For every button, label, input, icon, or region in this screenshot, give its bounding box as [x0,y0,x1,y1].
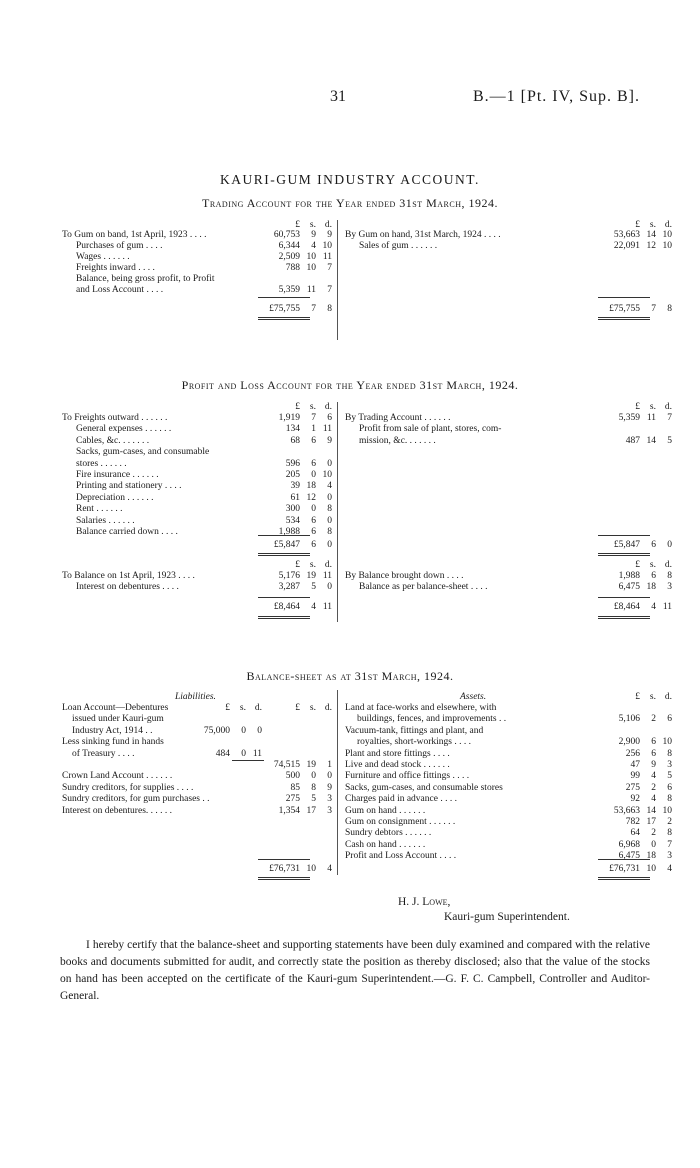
asset-row-label: Furniture and office fittings . . . . [345,771,470,782]
asset-row-pounds: 782 [625,817,640,827]
assets-col-head-pence: d. [664,692,672,702]
bs-left-total-pounds: £76,731 [269,864,300,874]
pl2-right-row-label: Balance as per balance-sheet . . . . [359,582,488,592]
assets-col-head-shillings: s. [649,692,656,702]
trading-left-row-shillings: 10 [306,263,316,273]
liability-row-label: issued under Kauri-gum [72,714,164,725]
pl2-left-col-head-shillings: s. [309,560,316,570]
pl-right-row-pounds: 5,359 [618,413,640,423]
pl2-left-total-pence: 11 [322,602,332,612]
trading-left-row-pence: 10 [322,241,332,251]
pl-left-row-shillings: 6 [311,458,316,469]
pl-left-row-shillings: 6 [311,515,316,526]
pl2-left-col-head-pounds: £ [295,560,300,570]
bs-right-total-pounds: £76,731 [609,864,640,874]
asset-row-pence: 8 [667,748,672,759]
pl-left-row-label: General expenses . . . . . . [76,424,172,435]
asset-row-pence: 5 [667,771,672,782]
asset-row-pounds: 92 [630,794,640,805]
trading-left-row-label: Balance, being gross profit, to Profit [76,274,215,284]
pl2-right-total-pence: 11 [662,602,672,612]
asset-row-shillings: 2 [651,782,656,793]
trading-left-row-label: Wages . . . . . . [76,252,130,262]
pl-left-row-label: Balance carried down . . . . [76,527,178,537]
auditor-certificate: I hereby certify that the balance-sheet and supporting statements have been duly examined and compared with the relative books and documents submitted for audit, and correctly state the position as thereby disclosed; also that the value of the stocks on hand has been accepted on the certificate of the Kauri-gum Superintendent.—G. F. C. Campbell, Controller and Auditor-General. [60,939,650,1002]
liability-row-pence: d. [324,703,332,713]
pl-left-row-shillings: 7 [311,413,316,423]
document-reference: B.—1 [Pt. IV, Sup. B]. [472,88,640,105]
pl-left-row-shillings: 0 [311,504,316,515]
asset-row-shillings: 2 [651,714,656,725]
asset-row-label: buildings, fences, and improvements . . [357,714,507,725]
pl2-right-row-label: By Balance brought down . . . . [345,571,464,581]
pl-left-row-pounds: 39 [290,481,300,492]
trading-right-row-shillings: 12 [646,241,656,251]
liability-row-pounds: 85 [290,782,300,793]
pl2-left-row-pence: 0 [327,582,332,592]
bs-left-total-pence: 4 [327,864,332,874]
pl-right-col-head-pence: d. [664,402,672,412]
pl-left-row-pence: 10 [322,470,332,480]
liability-row-label: Interest on debentures. . . . . . [62,805,173,816]
liability-row-label: of Treasury . . . . [72,748,135,759]
pl-left-row-shillings: 1 [311,424,316,435]
asset-row-pence: 10 [662,737,672,748]
trading-left-row-label: and Loss Account . . . . [76,285,164,295]
pl-left-row-shillings: 12 [306,492,316,503]
trading-right-row-pence: 10 [662,230,672,240]
pl-left-row-pounds: 1,988 [278,527,300,537]
trading-right-row-pence: 10 [662,241,672,251]
pl-right-row-label: Profit from sale of plant, stores, com- [359,424,502,435]
pl-right-row-pounds: 487 [625,435,640,446]
asset-row-pounds: 47 [630,760,640,770]
liabilities-heading: Liabilities. [175,692,216,702]
asset-row-label: Land at face-works and elsewhere, with [345,703,497,713]
pl-left-total-shillings: 6 [311,540,316,550]
pl2-right-total-pounds: £8,464 [613,602,640,612]
trading-left-row-label: To Gum on band, 1st April, 1923 . . . . [62,230,207,240]
page-number: 31 [330,88,346,105]
pl2-right-row-pounds: 1,988 [618,571,640,581]
pl-left-col-head-pence: d. [324,402,332,412]
liability-row-label: Industry Act, 1914 . . [72,725,153,736]
asset-row-pounds: 99 [630,771,640,782]
pl2-left-row-pence: 11 [322,571,332,581]
asset-row-shillings: 6 [651,737,656,748]
pl2-right-row-pence: 3 [667,582,672,592]
trading-left-row-pence: 9 [327,230,332,240]
liability-sub-pence: d. [254,703,262,713]
liability-row-pounds: 74,515 [273,760,300,770]
asset-row-pence: 7 [667,839,672,850]
pl-right-col-head-pounds: £ [635,402,640,412]
pl-left-row-pence: 9 [327,435,332,446]
pl2-left-row-label: To Balance on 1st April, 1923 . . . . [62,571,195,581]
trading-left-row-pounds: 6,344 [278,241,300,251]
assets-heading: Assets. [460,692,487,702]
pl-right-row-shillings: 11 [646,413,656,423]
asset-row-pounds: 6,968 [618,839,640,850]
trading-heading: Trading Account for the Year ended 31st March, 1924. [201,196,498,210]
asset-row-pence: 2 [667,817,672,827]
asset-row-pounds: 53,663 [613,805,640,816]
pl-left-row-label: Depreciation . . . . . . [76,492,154,503]
asset-row-label: Sacks, gum-cases, and consumable stores [345,782,503,793]
asset-row-label: Profit and Loss Account . . . . [345,851,457,862]
asset-row-shillings: 4 [651,771,656,782]
liability-row-shillings: 17 [306,805,316,816]
pl-left-row-pence: 0 [327,515,332,526]
pl2-left-total-shillings: 4 [311,602,316,612]
liability-row-label: Less sinking fund in hands [62,737,164,748]
trading-left-col-head-pounds: £ [295,220,300,230]
bs-right-total-shillings: 10 [646,864,656,874]
pl2-left-row-shillings: 5 [311,582,316,592]
asset-row-label: royalties, short-workings . . . . [357,737,471,748]
trading-left-row-pence: 11 [322,252,332,262]
liability-sub-pounds: 484 [215,748,230,759]
liability-sub-pence: 0 [257,725,262,736]
bs-left-total-shillings: 10 [306,864,316,874]
asset-row-pence: 6 [667,782,672,793]
liability-sub-pounds: £ [225,703,230,713]
trading-left-row-pence: 7 [327,263,332,273]
pl2-right-row-pounds: 6,475 [618,582,640,592]
liability-sub-shillings: 0 [241,748,246,759]
asset-row-label: Vacuum-tank, fittings and plant, and [345,725,484,736]
pl-left-total-pence: 0 [327,540,332,550]
pl-left-row-pounds: 134 [285,424,300,435]
bs-right-total-pence: 4 [667,864,672,874]
pl-left-row-label: Cables, &c. . . . . . . [76,435,150,446]
liability-row-pounds: £ [295,703,300,713]
pl-left-row-label: Salaries . . . . . . [76,515,135,526]
trading-left-row-pounds: 2,509 [278,252,300,262]
liability-row-shillings: s. [309,703,316,713]
liability-row-shillings: 5 [311,794,316,805]
trading-right-row-pounds: 22,091 [613,241,640,251]
bs-heading: Balance-sheet as at 31st March, 1924. [246,669,454,683]
trading-right-total-pence: 8 [667,304,672,314]
liability-sub-pounds: 75,000 [203,725,230,736]
liability-row-shillings: 0 [311,771,316,782]
liability-row-pounds: 500 [285,771,300,782]
asset-row-pounds: 6,475 [618,851,640,862]
pl-left-row-pence: 6 [327,413,332,423]
asset-row-pence: 6 [667,714,672,725]
pl-right-total-pence: 0 [667,540,672,550]
pl-left-row-pounds: 205 [285,470,300,480]
pl-left-col-head-pounds: £ [295,402,300,412]
trading-right-row-label: Sales of gum . . . . . . [359,241,438,251]
pl-right-total-pounds: £5,847 [613,540,640,550]
trading-left-row-label: Freights inward . . . . [76,263,155,273]
pl-left-row-label: Fire insurance . . . . . . [76,470,159,480]
pl2-right-col-head-pence: d. [664,560,672,570]
trading-left-row-pounds: 60,753 [273,230,300,240]
asset-row-label: Gum on hand . . . . . . [345,805,426,816]
liability-row-label: Sundry creditors, for gum purchases . . [62,794,210,805]
trading-left-row-pounds: 5,359 [278,285,300,295]
pl-left-row-shillings: 0 [311,470,316,480]
pl-left-row-label: Printing and stationery . . . . [76,481,182,492]
trading-left-row-pounds: 788 [285,263,300,273]
pl-left-row-pence: 11 [322,424,332,435]
pl-left-row-pence: 4 [327,481,332,492]
pl-right-row-shillings: 14 [646,435,656,446]
asset-row-pence: 3 [667,851,672,862]
assets-col-head-pounds: £ [635,692,640,702]
asset-row-pounds: 64 [630,828,640,839]
liability-row-pounds: 1,354 [278,805,300,816]
trading-right-col-head-pounds: £ [635,220,640,230]
liability-row-pounds: 275 [285,794,300,805]
liability-sub-pence: 11 [252,748,262,759]
asset-row-label: Cash on hand . . . . . . [345,839,426,850]
pl2-right-row-shillings: 6 [651,571,656,581]
pl-left-row-pounds: 596 [285,458,300,469]
liability-row-pence: 0 [327,771,332,782]
trading-right-total-shillings: 7 [651,304,656,314]
asset-row-shillings: 0 [651,839,656,850]
trading-left-col-head-shillings: s. [309,220,316,230]
asset-row-shillings: 14 [646,805,656,816]
asset-row-label: Charges paid in advance . . . . [345,794,457,805]
document-title: KAURI-GUM INDUSTRY ACCOUNT. [220,172,480,187]
trading-left-row-shillings: 10 [306,252,316,262]
pl-left-row-pounds: 534 [285,515,300,526]
asset-row-label: Plant and store fittings . . . . [345,748,450,759]
liability-sub-shillings: s. [239,703,246,713]
pl-right-row-label: By Trading Account . . . . . . [345,413,451,423]
asset-row-shillings: 6 [651,748,656,759]
pl-right-total-shillings: 6 [651,540,656,550]
trading-left-total-shillings: 7 [311,304,316,314]
asset-row-pounds: 5,106 [618,714,640,725]
trading-right-total-pounds: £75,755 [609,304,640,314]
asset-row-pence: 3 [667,760,672,770]
trading-right-row-shillings: 14 [646,230,656,240]
pl-left-total-pounds: £5,847 [273,540,300,550]
trading-left-row-pence: 7 [327,285,332,295]
pl-left-row-pence: 0 [327,492,332,503]
pl-left-row-pence: 8 [327,527,332,537]
pl2-right-row-shillings: 18 [646,582,656,592]
asset-row-label: Gum on consignment . . . . . . [345,817,456,827]
trading-left-row-shillings: 4 [311,241,316,251]
asset-row-shillings: 2 [651,828,656,839]
asset-row-shillings: 9 [651,760,656,770]
signatory-title: Kauri-gum Superintendent. [444,911,570,923]
asset-row-shillings: 4 [651,794,656,805]
liability-row-shillings: 8 [311,782,316,793]
pl-left-row-pence: 0 [327,458,332,469]
pl2-left-row-shillings: 19 [306,571,316,581]
pl2-left-row-pounds: 3,287 [278,582,300,592]
pl-left-row-label: stores . . . . . . [76,458,127,469]
liability-row-pence: 3 [327,805,332,816]
pl-heading: Profit and Loss Account for the Year ended 31st March, 1924. [181,378,519,392]
pl-left-row-shillings: 18 [306,481,316,492]
liability-sub-shillings: 0 [241,725,246,736]
pl-right-row-pence: 7 [667,413,672,423]
pl-left-row-shillings: 6 [311,435,316,446]
asset-row-label: Sundry debtors . . . . . . [345,828,432,839]
pl-left-row-pounds: 300 [285,504,300,515]
trading-right-row-label: By Gum on hand, 31st March, 1924 . . . . [345,230,501,240]
liability-row-label: Loan Account—Debentures [62,703,169,713]
pl-left-row-pounds: 1,919 [278,413,300,423]
pl-left-row-label: Sacks, gum-cases, and consumable [76,447,210,458]
trading-right-col-head-pence: d. [664,220,672,230]
asset-row-shillings: 18 [646,851,656,862]
pl2-right-col-head-shillings: s. [649,560,656,570]
pl-left-row-shillings: 6 [311,527,316,537]
asset-row-label: Live and dead stock . . . . . . [345,760,450,770]
pl2-right-total-shillings: 4 [651,602,656,612]
trading-left-total-pence: 8 [327,304,332,314]
liability-row-pence: 1 [327,760,332,770]
trading-right-col-head-shillings: s. [649,220,656,230]
asset-row-pounds: 2,900 [618,737,640,748]
asset-row-pence: 8 [667,828,672,839]
pl-left-row-label: To Freights outward . . . . . . [62,413,168,423]
trading-left-row-shillings: 11 [306,285,316,295]
pl-left-row-pounds: 68 [290,435,300,446]
pl2-left-row-pounds: 5,176 [278,571,300,581]
pl2-right-col-head-pounds: £ [635,560,640,570]
liability-row-label: Crown Land Account . . . . . . [62,771,173,782]
trading-left-row-label: Purchases of gum . . . . [76,241,163,251]
asset-row-pence: 10 [662,805,672,816]
liability-row-pence: 9 [327,782,332,793]
pl-right-row-pence: 5 [667,435,672,446]
liability-row-label: Sundry creditors, for supplies . . . . [62,782,194,793]
pl2-left-total-pounds: £8,464 [273,602,300,612]
pl-right-row-label: mission, &c. . . . . . . [359,435,436,446]
trading-left-row-shillings: 9 [311,230,316,240]
liability-row-pence: 3 [327,794,332,805]
trading-right-row-pounds: 53,663 [613,230,640,240]
pl-left-row-label: Rent . . . . . . [76,504,123,515]
asset-row-pounds: 256 [625,748,640,759]
trading-left-col-head-pence: d. [324,220,332,230]
asset-row-pounds: 275 [625,782,640,793]
pl2-left-row-label: Interest on debentures . . . . [76,582,179,592]
liability-row-shillings: 19 [306,760,316,770]
asset-row-pence: 8 [667,794,672,805]
pl-left-row-pence: 8 [327,504,332,515]
pl-right-col-head-shillings: s. [649,402,656,412]
pl2-right-row-pence: 8 [667,571,672,581]
asset-row-shillings: 17 [646,817,656,827]
pl-left-row-pounds: 61 [290,492,300,503]
pl2-left-col-head-pence: d. [324,560,332,570]
trading-left-total-pounds: £75,755 [269,304,300,314]
pl-left-col-head-shillings: s. [309,402,316,412]
signatory-name: H. J. Lowe, [398,896,451,908]
